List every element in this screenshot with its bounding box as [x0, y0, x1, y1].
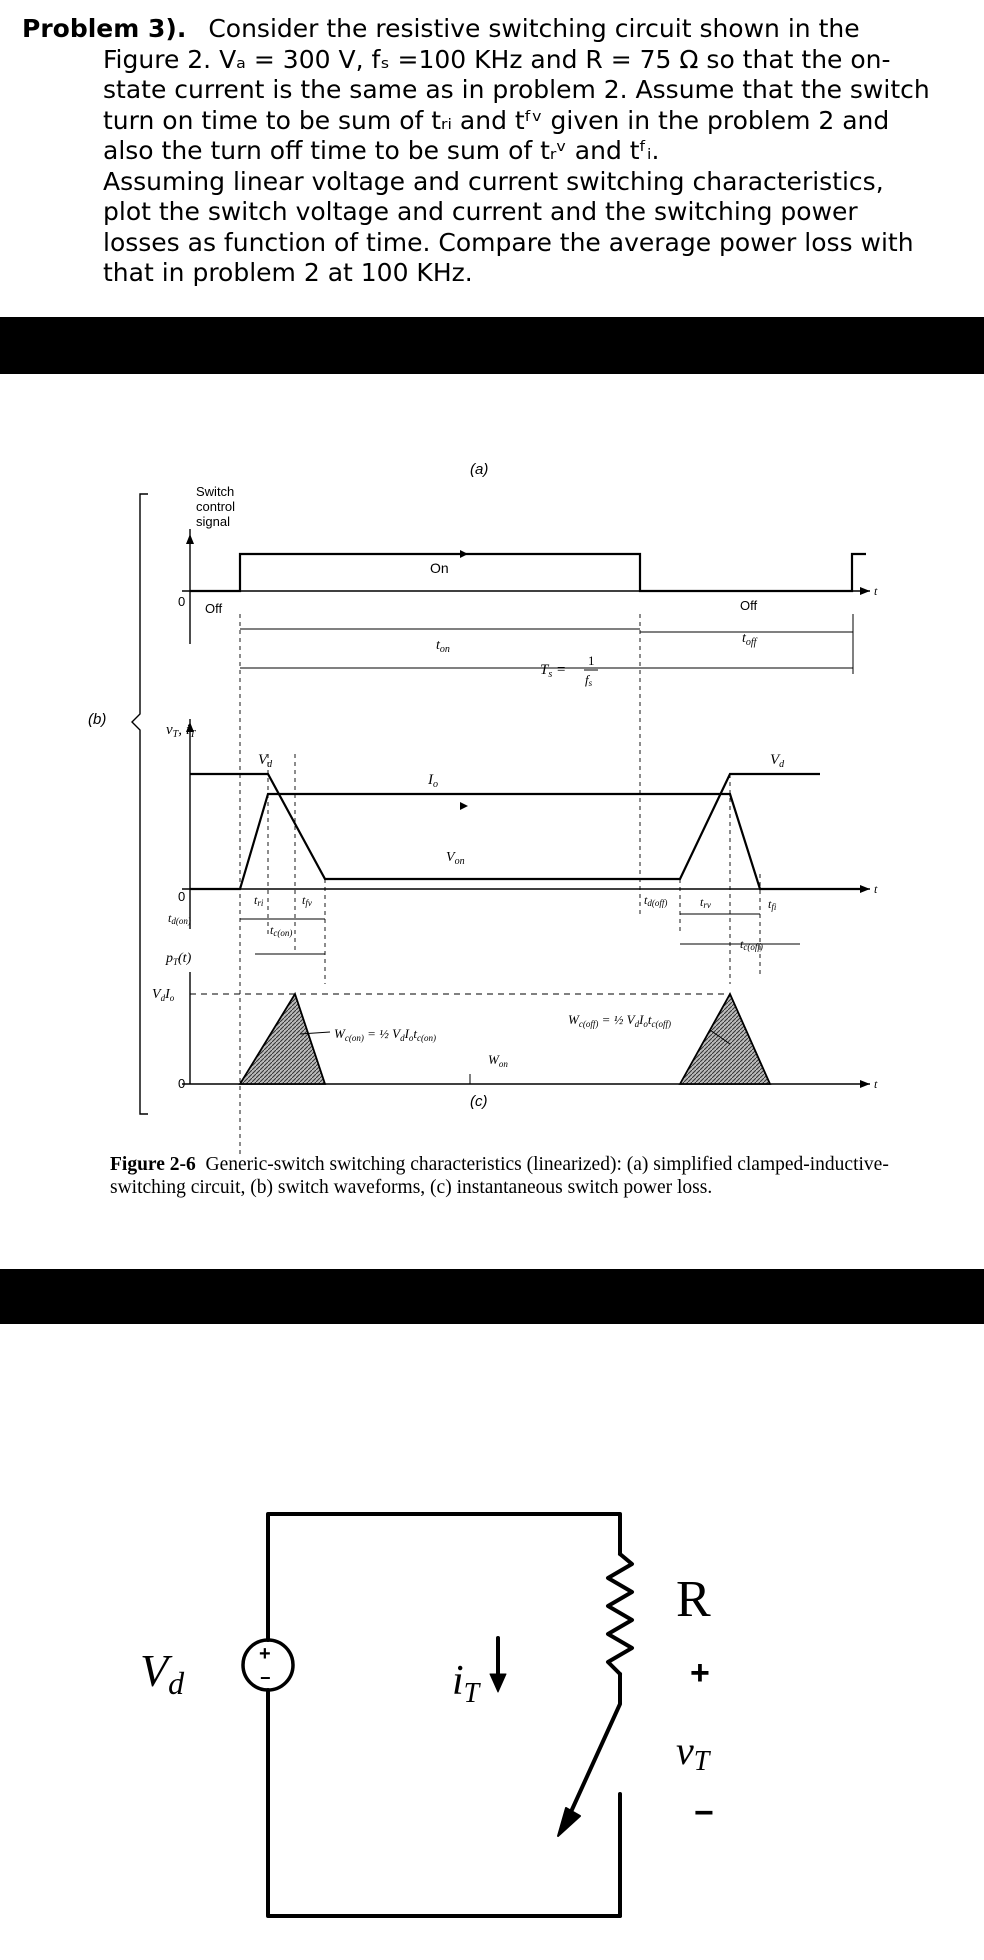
t-on-label: $t_{on}$ [436, 638, 450, 655]
on-label: On [430, 560, 449, 576]
switch-lever [570, 1674, 620, 1814]
won-label: $W_{on}$ [488, 1052, 508, 1069]
problem-first-line: Consider the resistive switching circuit shown in the [208, 14, 860, 43]
tfi-label: tfi [768, 897, 777, 912]
circuit-vt-plus: + [690, 1654, 710, 1692]
t-axis-b: t [874, 882, 878, 896]
panel-a-label: (a) [470, 461, 489, 478]
switch-current-trace [190, 794, 860, 889]
vd-left-label: $V_d$ [258, 752, 273, 770]
td-on-label: td(on) [168, 911, 191, 926]
t-off-label: $t_{off}$ [742, 631, 757, 648]
wc-on-label: $W_{c(on)}$ = ½ $V_dI_ot_{c(on)}$ [334, 1026, 437, 1043]
zero-c: 0 [178, 1076, 186, 1091]
switch-arrowhead [558, 1808, 580, 1836]
power-loss-triangle-off [680, 994, 770, 1084]
trv-label: trv [700, 895, 711, 910]
circuit-vd-label: Vd [140, 1645, 185, 1701]
circuit-r-label: R [676, 1571, 711, 1628]
von-label: $V_{on}$ [446, 850, 465, 867]
switch-label-line-2: control [196, 499, 236, 514]
t-axis-c: t [874, 1077, 878, 1091]
zero-a: 0 [178, 594, 186, 609]
switch-label-line-3: signal [196, 514, 230, 529]
circuit-top-wire [268, 1514, 620, 1640]
caption-text: Generic-switch switching characteristics (linearized): (a) simplified clamped-inductive-switching circuit, (b) switch waveforms, (c) instantaneous switch power loss. [110, 1154, 889, 1198]
source-minus: − [260, 1668, 271, 1688]
figure-caption [110, 1153, 910, 1199]
tc-on-label: tc(on) [270, 923, 293, 938]
circuit-vt-label: vT [676, 1728, 710, 1777]
panel-c-label: (c) [470, 1093, 488, 1110]
black-separator-top [0, 317, 984, 374]
vd-right-label: $V_d$ [770, 752, 785, 770]
problem-heading: Problem 3). [22, 14, 187, 43]
resistor-zigzag [608, 1554, 632, 1674]
off-right-label: Off [740, 598, 758, 613]
t-axis-a: t [874, 584, 878, 598]
problem-line-1 [22, 14, 932, 45]
switch-label-line-1: Switch [196, 484, 235, 499]
td-off-label: td(off) [644, 893, 668, 908]
vdio-label: $V_dI_o$ [152, 987, 175, 1003]
io-label: $I_o$ [428, 772, 438, 790]
period-label: $T_s$ = [540, 662, 567, 680]
problem-statement [22, 14, 932, 289]
tfv-label: tfv [302, 893, 312, 908]
period-fs: fs [585, 672, 593, 688]
problem-paragraph-2: Assuming linear voltage and current switching characteristics, plot the switch voltage and current and the switching power losses as function of time. Compare the average power loss with that in problem 2 at 100 KHz. [103, 166, 914, 287]
zero-b: 0 [178, 889, 186, 904]
circuit-bottom-wire [268, 1690, 620, 1916]
power-loss-triangle-on [240, 994, 325, 1084]
switch-control-signal-trace [190, 554, 866, 591]
wc-off-label: $W_{c(off)}$ = ½ $V_dI_ot_{c(off)}$ [568, 1012, 672, 1029]
tc-off-label: tc(off) [740, 937, 763, 952]
panel-b-bracket [132, 494, 148, 1114]
vt-it-label: $v_T$, $i_T$ [166, 722, 196, 740]
switch-voltage-trace [190, 774, 820, 879]
off-left-label: Off [205, 601, 223, 616]
panel-b-label: (b) [88, 711, 107, 728]
circuit-vt-minus: − [694, 1794, 714, 1832]
caption-label: Figure 2-6 [110, 1154, 196, 1175]
problem-paragraph-1: Figure 2. Vₐ = 300 V, fₛ =100 KHz and R = 75 Ω so that the on-state current is the same as in problem 2. Assume that the switch turn on time to be sum of tᵣᵢ and tᶠᵛ given in the problem 2 and also the turn off time to be sum of tᵣᵛ and tᶠᵢ. [103, 44, 930, 165]
period-one: 1 [588, 653, 595, 668]
resistive-circuit-diagram [0, 1324, 984, 1960]
tri-label: tri [254, 893, 264, 908]
pt-label: $p_T(t)$ [166, 951, 192, 967]
black-separator-bottom [0, 1269, 984, 1324]
circuit-it-label: iT [452, 1658, 480, 1709]
switching-waveform-figure [0, 374, 984, 1154]
source-plus: + [259, 1643, 271, 1665]
